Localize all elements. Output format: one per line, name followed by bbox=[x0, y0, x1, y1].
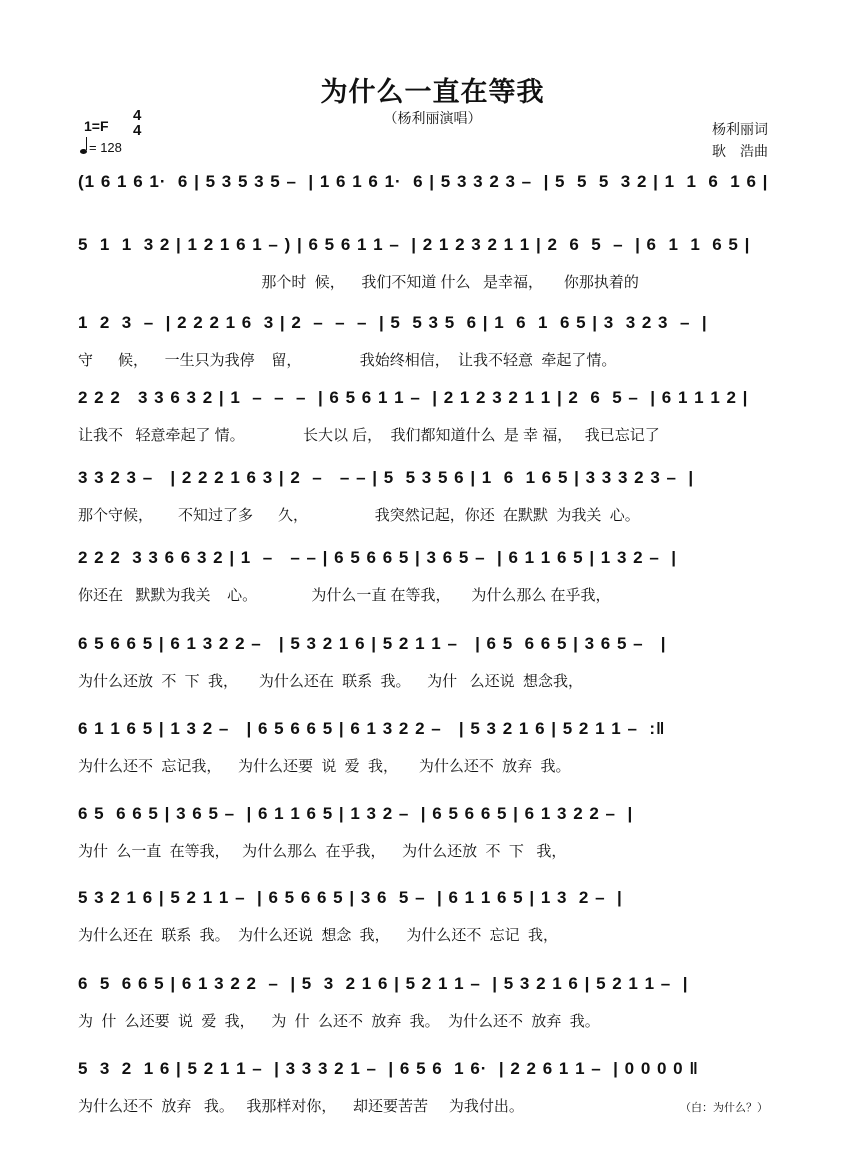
notes: 5 1 1 3 2 | 1 2 1 6 1 – ) | 6 5 6 1 1 – | 2 1 2 3 2 1 1 | 2 6 5 – | 6 1 1 6 5 | bbox=[78, 235, 751, 254]
lyrics: 为什么还放 不 下 我， 为什么还在 联系 我。 为什 么还说 想念我， bbox=[78, 673, 584, 690]
key-signature: 1=F bbox=[84, 118, 109, 134]
score-line-4 bbox=[0, 388, 865, 468]
lyrics: 守 候， 一生只为我停 留， 我始终相信， 让我不轻意 牵起了情。 bbox=[78, 352, 617, 369]
notes: 1 2 3 – | 2 2 2 1 6 3 | 2 – – – | 5 5 3 5 6 | 1 6 1 6 5 | 3 3 2 3 – | bbox=[78, 313, 708, 332]
score-line-7 bbox=[0, 634, 865, 714]
lyrics: 你还在 默默为我关 心。 为什么一直 在等我， 为什么那么 在乎我， bbox=[78, 587, 611, 604]
lyrics: 为什么还在 联系 我。 为什么还说 想念 我， 为什么还不 忘记 我， bbox=[78, 927, 559, 944]
score-line-10 bbox=[0, 888, 865, 968]
tempo-marking bbox=[80, 140, 122, 155]
lyrics: 为什么还不 忘记我， 为什么还要 说 爱 我， 为什么还不 放弃 我。 bbox=[78, 758, 571, 775]
score-line-11 bbox=[0, 974, 865, 1054]
notes: 6 5 6 6 5 | 6 1 3 2 2 – | 5 3 2 1 6 | 5 2 1 1 – | 6 5 6 6 5 | 3 6 5 – | bbox=[78, 634, 667, 653]
score-line-3 bbox=[0, 313, 865, 393]
notes: (1 6 1 6 1· 6 | 5 3 5 3 5 – | 1 6 1 6 1· 6 | 5 3 3 2 3 – | 5 5 5 3 2 | 1 1 6 1 6 | bbox=[78, 172, 769, 191]
time-signature-bottom: 4 bbox=[133, 122, 142, 139]
score-line-5 bbox=[0, 468, 865, 548]
score-line-12 bbox=[0, 1059, 865, 1139]
credits bbox=[712, 118, 768, 162]
lyrics: 为什么还不 放弃 我。 我那样对你， 却还要苦苦 为我付出。 bbox=[78, 1098, 524, 1115]
lyrics: 那个守候， 不知过了多 久， 我突然记起，你还 在默默 为我关 心。 bbox=[78, 507, 640, 524]
spoken-note: （白：为什么？） bbox=[680, 1102, 768, 1114]
time-signature-top: 4 bbox=[133, 107, 142, 124]
lyrics: 为 什 么还要 说 爱 我， 为 什 么还不 放弃 我。 为什么还不 放弃 我。 bbox=[78, 1013, 600, 1030]
lyricist-credit: 杨利丽词 bbox=[712, 121, 768, 137]
score-line-2 bbox=[0, 235, 865, 315]
lyrics: 为什 么一直 在等我， 为什么那么 在乎我， 为什么还放 不 下 我， bbox=[78, 843, 567, 860]
lyrics: 那个时 候， 我们不知道 什么 是幸福， 你那执着的 bbox=[78, 274, 639, 291]
notes: 6 5 6 6 5 | 3 6 5 – | 6 1 1 6 5 | 1 3 2 – | 6 5 6 6 5 | 6 1 3 2 2 – | bbox=[78, 804, 634, 823]
notes: 5 3 2 1 6 | 5 2 1 1 – | 6 5 6 6 5 | 3 6 5 – | 6 1 1 6 5 | 1 3 2 – | bbox=[78, 888, 623, 907]
notes: 3 3 2 3 – | 2 2 2 1 6 3 | 2 – – – | 5 5 3 5 6 | 1 6 1 6 5 | 3 3 3 2 3 – | bbox=[78, 468, 695, 487]
notes: 6 5 6 6 5 | 6 1 3 2 2 – | 5 3 2 1 6 | 5 2 1 1 – | 5 3 2 1 6 | 5 2 1 1 – | bbox=[78, 974, 689, 993]
tempo-value: = 128 bbox=[89, 140, 122, 155]
notes: 5 3 2 1 6 | 5 2 1 1 – | 3 3 3 2 1 – | 6 5 6 1 6· | 2 2 6 1 1 – | 0 0 0 0 ‖ bbox=[78, 1059, 699, 1078]
performer-credit: （杨利丽演唱） bbox=[383, 110, 482, 126]
time-signature bbox=[133, 108, 141, 138]
score-line-9 bbox=[0, 804, 865, 884]
composer-credit: 耿 浩曲 bbox=[712, 143, 768, 159]
quarter-note-icon bbox=[80, 149, 87, 154]
lyrics: 让我不 轻意牵起了 情。 长大以 后， 我们都知道什么 是 幸 福， 我已忘记了 bbox=[78, 427, 660, 444]
notes: 2 2 2 3 3 6 6 3 2 | 1 – – – | 6 5 6 6 5 | 3 6 5 – | 6 1 1 6 5 | 1 3 2 – | bbox=[78, 548, 678, 567]
notes: 2 2 2 3 3 6 3 2 | 1 – – – | 6 5 6 1 1 – | 2 1 2 3 2 1 1 | 2 6 5 – | 6 1 1 1 2 | bbox=[78, 388, 749, 407]
notes: 6 1 1 6 5 | 1 3 2 – | 6 5 6 6 5 | 6 1 3 2 2 – | 5 3 2 1 6 | 5 2 1 1 – :‖ bbox=[78, 719, 666, 738]
score-line-6 bbox=[0, 548, 865, 628]
score-line-8 bbox=[0, 719, 865, 799]
song-title: 为什么一直在等我 bbox=[320, 77, 545, 107]
